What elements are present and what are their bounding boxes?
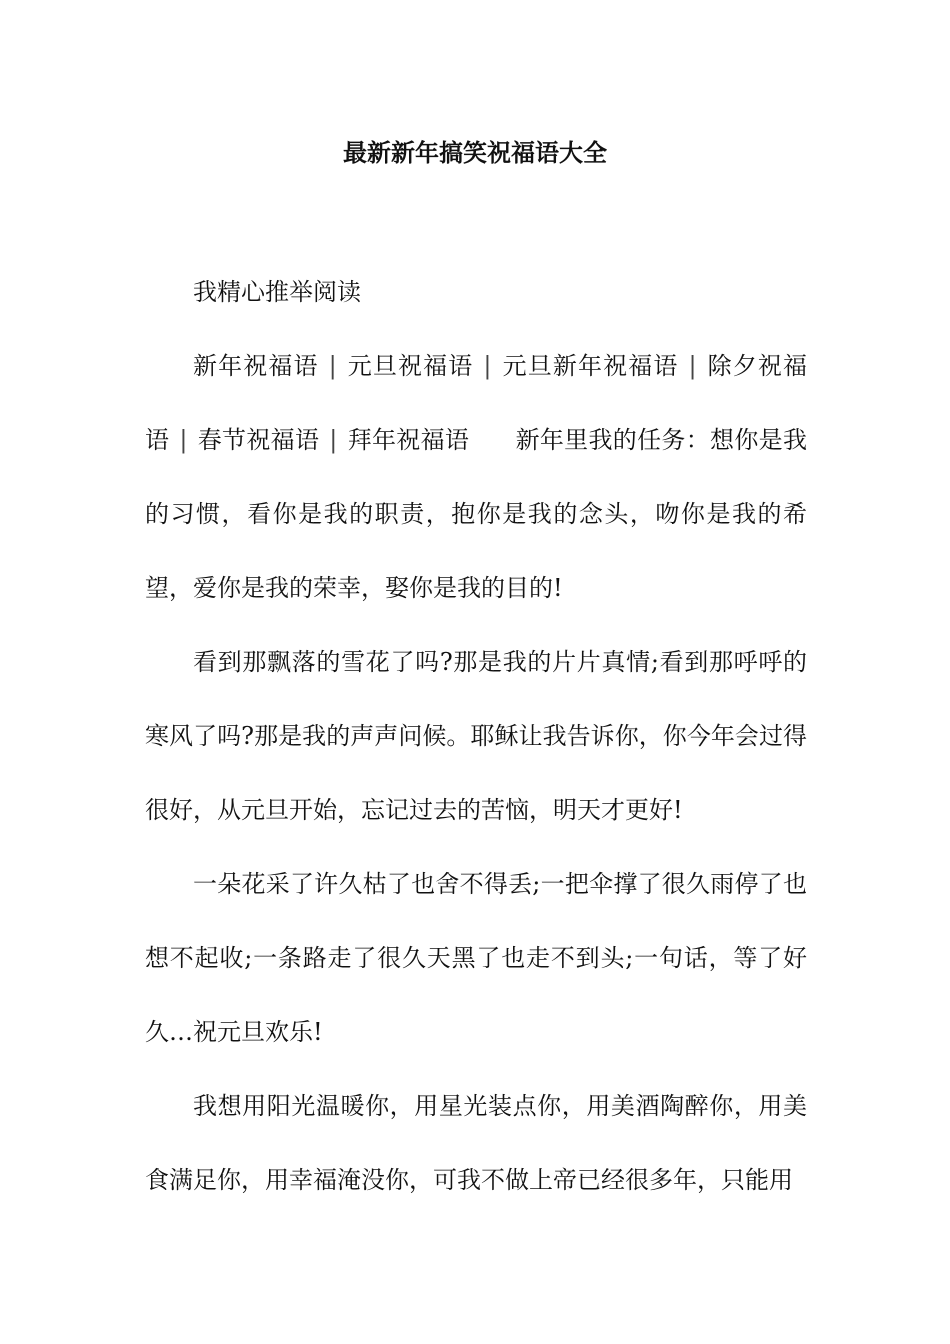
link-new-year-greetings[interactable]: 新年祝福语 [193,352,319,380]
greeting-paragraph-2: 看到那飘落的雪花了吗?那是我的片片真情;看到那呼呼的寒风了吗?那是我的声声问候。耶稣让我告诉你，你今年会过得很好，从元旦开始，忘记过去的苦恼，明天才更好! [145,648,807,824]
link-spring-festival-greetings[interactable]: 春节祝福语 [197,426,320,454]
link-new-years-eve-greetings[interactable]: 除夕祝福语 [145,352,808,454]
link-separator: | [179,426,188,454]
link-separator: | [328,352,337,380]
related-links-paragraph [145,329,807,625]
link-separator: | [688,352,697,380]
intro-line: 我精心推举阅读 [193,278,361,306]
document-body [145,255,807,1217]
link-new-years-day-new-year-greetings[interactable]: 元旦新年祝福语 [501,352,679,380]
greeting-paragraph-4: 我想用阳光温暖你，用星光装点你，用美酒陶醉你，用美食满足你，用幸福淹没你，可我不做上帝已经很多年，只能用 [145,1092,807,1194]
link-separator: | [329,426,338,454]
document-title: 最新新年搞笑祝福语大全 [343,138,607,167]
link-new-years-day-greetings[interactable]: 元旦祝福语 [346,352,474,380]
greeting-paragraph-3: 一朵花采了许久枯了也舍不得丢;一把伞撑了很久雨停了也想不起收;一条路走了很久天黑了也走不到头;一句话，等了好久…祝元旦欢乐! [145,870,807,1046]
greeting-paragraph-1: 新年里我的任务：想你是我的习惯，看你是我的职责，抱你是我的念头，吻你是我的希望，爱你是我的荣幸，娶你是我的目的! [145,426,807,602]
link-new-year-visit-greetings[interactable]: 拜年祝福语 [347,426,470,454]
link-separator: | [483,352,492,380]
